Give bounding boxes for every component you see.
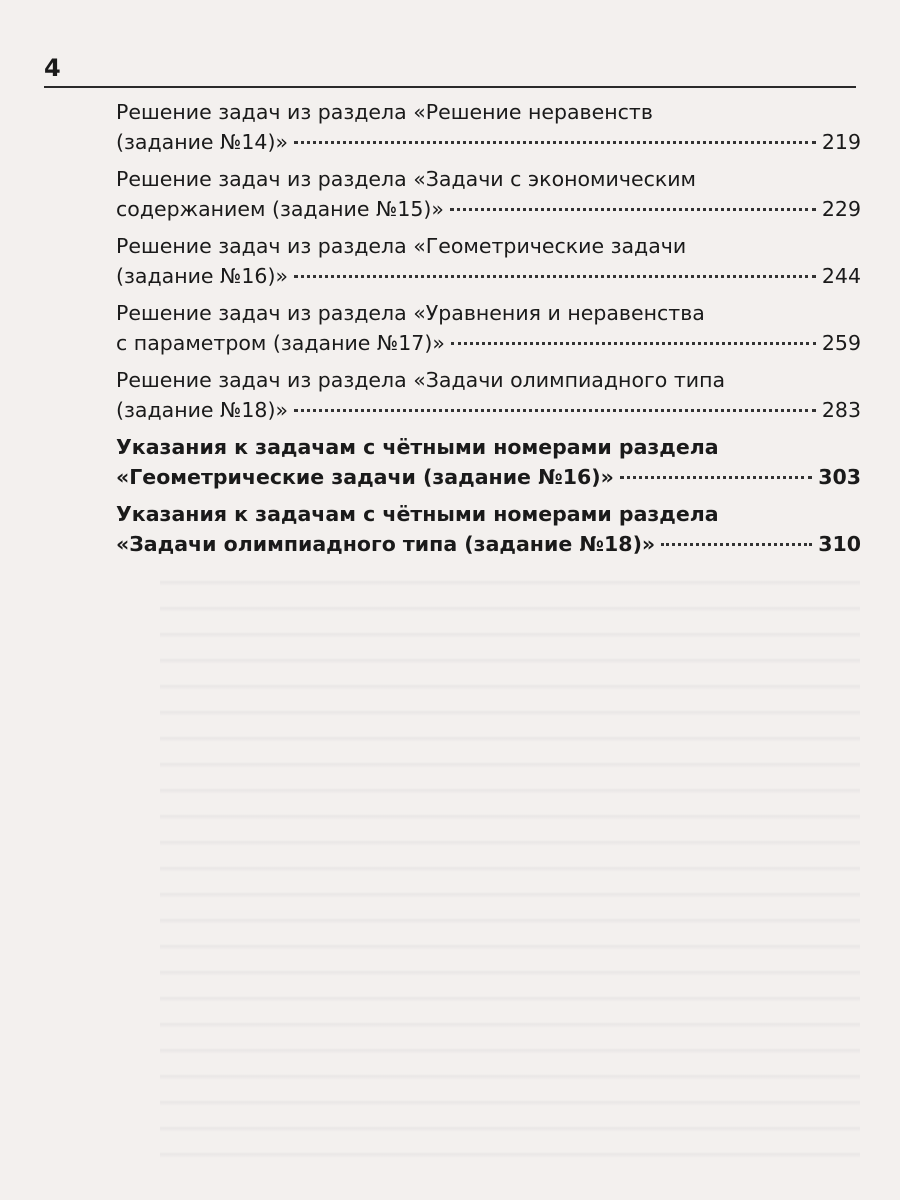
- toc-entry-title-line1: Решение задач из раздела «Геометрические задачи: [116, 234, 687, 258]
- dot-leader: [450, 208, 816, 211]
- dot-leader: [294, 141, 816, 144]
- toc-entry-page: 229: [821, 197, 861, 221]
- toc-entry: [116, 164, 861, 224]
- toc-entry-title-line1: Решение задач из раздела «Уравнения и неравенства: [116, 301, 705, 325]
- toc-entry-title-line2: (задание №14)»: [116, 130, 288, 154]
- toc-entry-page: 219: [821, 130, 861, 154]
- toc-entry-title-line1: Указания к задачам с чётными номерами раздела: [116, 435, 719, 459]
- toc-entry-title-line1: Решение задач из раздела «Задачи с экономическим: [116, 167, 697, 191]
- table-of-contents: [116, 97, 861, 566]
- toc-entry-title-line2: (задание №18)»: [116, 398, 288, 422]
- toc-entry-title-line1: Решение задач из раздела «Решение неравенств: [116, 100, 653, 124]
- dot-leader: [294, 409, 816, 412]
- dot-leader: [451, 342, 816, 345]
- toc-entry-page: 244: [821, 264, 861, 288]
- page-number: 4: [44, 54, 61, 82]
- header-rule: [44, 86, 856, 88]
- toc-entry-title-line2: (задание №16)»: [116, 264, 288, 288]
- toc-entry-page: 310: [818, 532, 861, 556]
- toc-entry: [116, 231, 861, 291]
- toc-entry: [116, 432, 861, 492]
- toc-entry: [116, 499, 861, 559]
- toc-entry: [116, 298, 861, 358]
- toc-entry-page: 283: [821, 398, 861, 422]
- dot-leader: [294, 275, 816, 278]
- toc-entry-page: 303: [818, 465, 861, 489]
- toc-entry-title-line2: «Задачи олимпиадного типа (задание №18)»: [116, 532, 656, 556]
- toc-entry-title-line2: с параметром (задание №17)»: [116, 331, 445, 355]
- dot-leader: [661, 543, 812, 546]
- toc-entry-title-line1: Решение задач из раздела «Задачи олимпиадного типа: [116, 368, 726, 392]
- toc-entry-title-line1: Указания к задачам с чётными номерами раздела: [116, 502, 719, 526]
- toc-entry: [116, 97, 861, 157]
- toc-entry-title-line2: «Геометрические задачи (задание №16)»: [116, 465, 614, 489]
- page-show-through: [160, 560, 860, 1160]
- toc-entry: [116, 365, 861, 425]
- toc-entry-title-line2: содержанием (задание №15)»: [116, 197, 444, 221]
- dot-leader: [620, 476, 812, 479]
- toc-entry-page: 259: [821, 331, 861, 355]
